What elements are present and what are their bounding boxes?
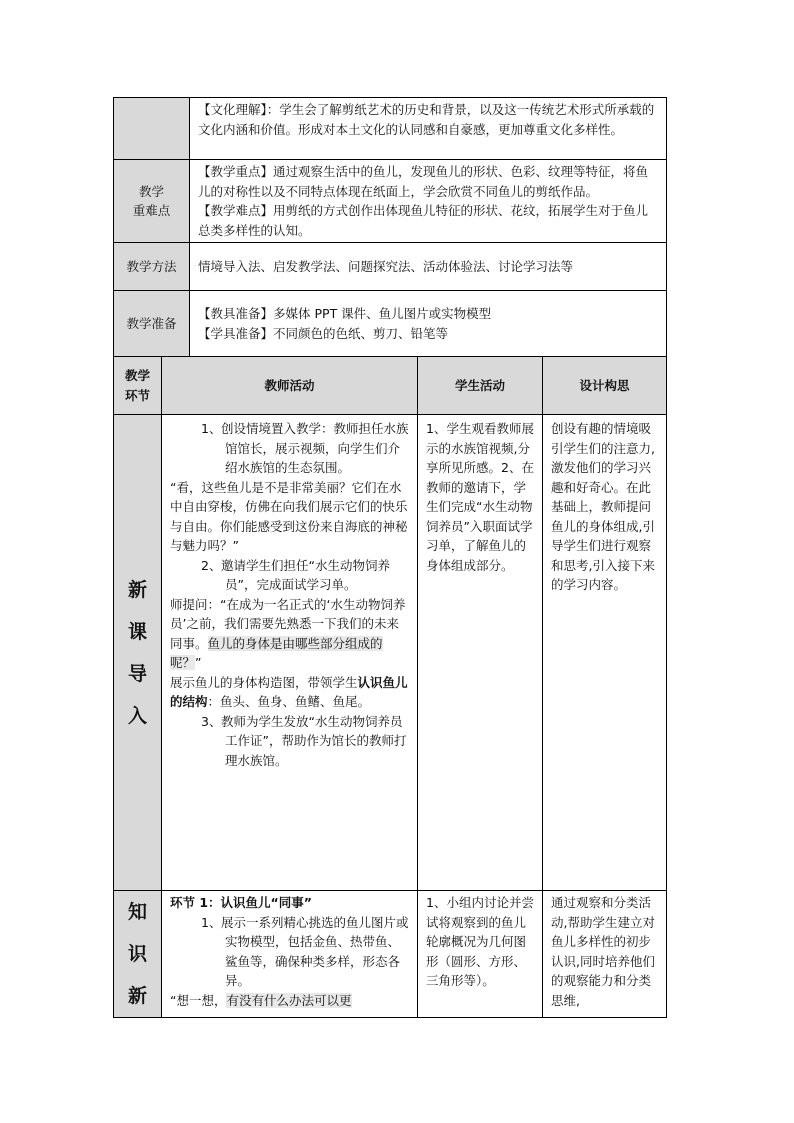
header-teacher: 教师活动 [162, 357, 418, 415]
knowledge-k1-num: 1、 [201, 914, 222, 930]
activity-header-row [114, 357, 667, 415]
header-student: 学生活动 [418, 357, 543, 415]
intro-t2-show-bold: 认识鱼儿的结构 [170, 674, 408, 709]
header-stage-line1: 教学 [124, 368, 150, 383]
methods-text: 情境导入法、启发教学法、问题探究法、活动体验法、讨论学习法等 [190, 243, 667, 291]
knowledge-design-cell: 通过观察和分类活动,帮助学生建立对鱼儿多样性的初步认识,同时培养他们的观察能力和分类思维, [543, 891, 667, 1018]
intro-t2 [170, 556, 411, 595]
intro-t3-num: 3、 [201, 713, 222, 729]
intro-t2-ask-text: 师提问：“在成为一名正式的‘水生动物饲养员’之前，我们需要先熟悉一下我们的未来同事。 [170, 596, 406, 651]
intro-t1 [170, 419, 411, 478]
knowledge-stage [114, 891, 162, 1018]
intro-t2-ask [170, 595, 411, 673]
header-design: 设计构思 [543, 357, 667, 415]
knowledge-stage-char-2: 识 [127, 943, 147, 965]
student-prep-text: 不同颜色的色纸、剪刀、铅笔等 [273, 325, 449, 341]
knowledge-k1-text: 展示一系列精心挑选的鱼儿图片或实物模型，包括金鱼、热带鱼、鲨鱼等，确保种类多样，形态各异。 [221, 914, 409, 988]
knowledge-k1-quote [170, 991, 411, 1011]
knowledge-teacher-cell [162, 891, 418, 1018]
intro-t3-text: 教师为学生发放“水生动物饲养员工作证”，帮助作为馆长的教师打理水族馆。 [221, 713, 407, 768]
intro-stage-char-4: 入 [127, 704, 147, 727]
knowledge-stage-char-3: 新 [127, 985, 147, 1007]
intro-t1-num: 1、 [201, 421, 222, 436]
intro-student-cell: 1、学生观看教师展示的水族馆视频,分享所见所感。2、在教师的邀请下，学生们完成“水生动物饲养员”入职面试学习单，了解鱼儿的身体组成部分。 [418, 415, 543, 891]
keypoints-row [114, 160, 667, 243]
intro-t2-show-post: ：鱼头、鱼身、鱼鳍、鱼尾。 [207, 694, 371, 709]
culture-label-cell [114, 98, 190, 160]
knowledge-k1-quote-pre: “想一想， [170, 992, 227, 1008]
knowledge-row [114, 891, 667, 1018]
intro-t1-text: 创设情境置入教学：教师担任水族馆馆长，展示视频，向学生们介绍水族馆的生态氛围。 [221, 421, 409, 475]
intro-t2-show [170, 673, 411, 712]
header-stage [114, 357, 162, 415]
intro-t1-quote: “看，这些鱼儿是不是非常美丽？它们在水中自由穿梭，仿佛在向我们展示它们的快乐与自由。你们能感受到这份来自海底的神秘与魅力吗？” [170, 479, 408, 553]
student-prep-label: 【学具准备】 [198, 325, 274, 341]
intro-row [114, 415, 667, 891]
culture-text: ：学生会了解剪纸艺术的历史和背景，以及这一传统艺术形式所承载的文化内涵和价值。形成对本土文化的认同感和自豪感，更加尊重文化多样性。 [198, 102, 655, 137]
culture-cell [190, 98, 667, 160]
keypoints-cell [190, 160, 667, 243]
preparation-label: 教学准备 [114, 291, 190, 357]
knowledge-section-title: 环节 1：认识鱼儿“同事” [170, 895, 312, 910]
teacher-prep-text: 多媒体 PPT 课件、鱼儿图片或实物模型 [273, 306, 492, 321]
intro-t2-text: 邀请学生们担任“水生动物饲养员”，完成面试学习单。 [221, 557, 390, 592]
key-text: 通过观察生活中的鱼儿，发现鱼儿的形状、色彩、纹理等特征，将鱼儿的对称性以及不同特点体现在纸面上，学会欣赏不同鱼儿的剪纸作品。 [198, 164, 649, 199]
knowledge-student-cell: 1、小组内讨论并尝试将观察到的鱼儿轮廓概况为几何图形（圆形、方形、三角形等）。 [418, 891, 543, 1018]
knowledge-k1-quote-highlight: 有没有什么办法可以更 [226, 992, 352, 1008]
preparation-row [114, 291, 667, 357]
difficult-label: 【教学难点】 [198, 203, 274, 218]
culture-label: 【文化理解】 [198, 102, 267, 117]
intro-t2-ask-end: ” [195, 655, 202, 670]
intro-t2-show-pre: 展示鱼儿的身体构造图，带领学生 [170, 674, 358, 690]
header-stage-line2: 环节 [124, 387, 150, 403]
intro-design-cell: 创设有趣的情境吸引学生们的注意力,激发他们的学习兴趣和好奇心。在此基础上，教师提问鱼儿的身体组成,引导学生们进行观察和思考,引入接下来的学习内容。 [543, 415, 667, 891]
intro-t2-ask-highlight: 鱼儿的身体是由哪些部分组成的呢？ [170, 635, 383, 670]
difficult-text: 用剪纸的方式创作出体现鱼儿特征的形状、花纹，拓展学生对于鱼儿总类多样性的认知。 [198, 203, 649, 238]
knowledge-k1 [170, 913, 411, 991]
intro-stage [114, 415, 162, 891]
knowledge-stage-char-1: 知 [127, 901, 147, 923]
culture-row [114, 98, 667, 160]
keypoints-label [114, 160, 190, 243]
preparation-cell [190, 291, 667, 357]
teacher-prep-label: 【教具准备】 [198, 306, 274, 321]
intro-t2-num: 2、 [201, 557, 222, 573]
lesson-plan-table [113, 97, 666, 1018]
intro-t3 [170, 712, 411, 771]
intro-stage-char-2: 课 [127, 620, 147, 643]
intro-teacher-cell [162, 415, 418, 891]
keypoints-label-line2: 重难点 [132, 203, 171, 218]
intro-stage-char-3: 导 [127, 662, 147, 685]
methods-label: 教学方法 [114, 243, 190, 291]
methods-row [114, 243, 667, 291]
key-label: 【教学重点】 [198, 164, 274, 179]
intro-stage-char-1: 新 [127, 578, 147, 601]
keypoints-label-line1: 教学 [138, 183, 164, 199]
